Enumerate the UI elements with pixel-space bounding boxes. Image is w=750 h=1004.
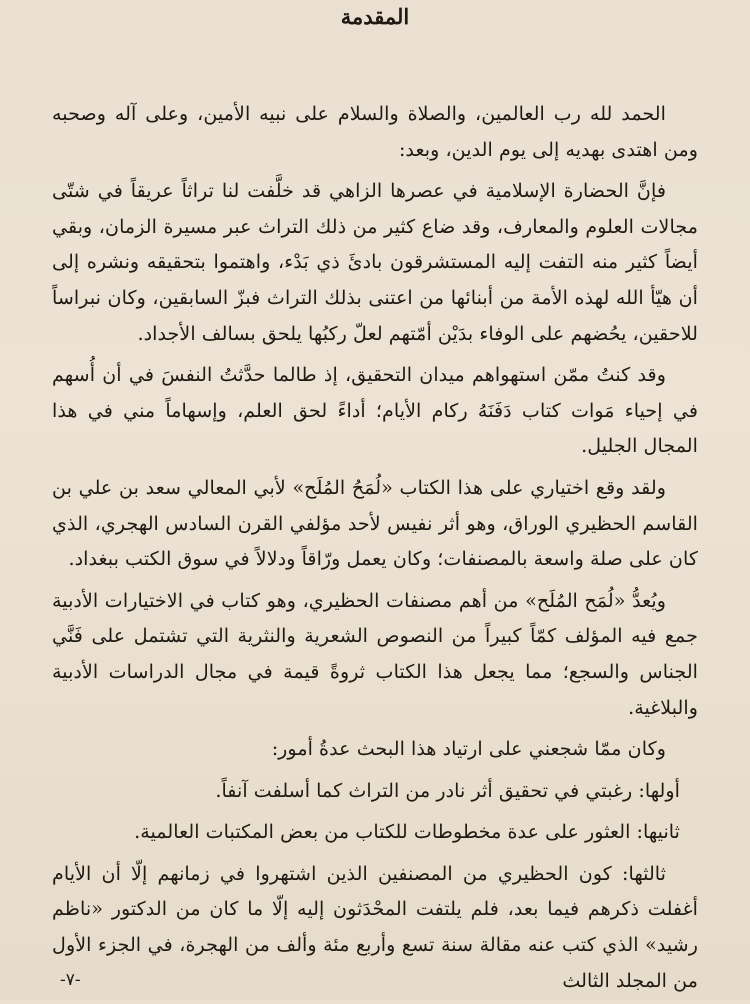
list-item-reason-3: ثالثها: كون الحظيري من المصنفين الذين اشتهروا في زمانهم إلّا أن الأيام أغفلت ذكرهم فيما بعد، فلم يلتفت المحْدَثون إليه إلّا ما كان من الدكتور «ناظم رشيد» الذي كتب عنه مقالة سنة تسع وأربع مئة وألف من الهجرة، في الجزء الأول من المجلد الثالث	[52, 861, 698, 992]
body-text	[52, 96, 698, 1004]
paragraph-intro: الحمد لله رب العالمين، والصلاة والسلام على نبيه الأمين، وعلى آله وصحبه ومن اهتدى بهديه إلى يوم الدين، وبعد:	[52, 102, 698, 161]
paragraph-book-choice: ولقد وقع اختياري على هذا الكتاب «لُمَحُ المُلَح» لأبي المعالي سعد بن علي بن القاسم الحظيري الوراق، وهو أثر نفيس لأحد مؤلفي القرن السادس الهجري، الذي كان على صلة واسعة بالمصنفات؛ وكان يعمل ورّاقاً ودلالاً في سوق الكتب ببغداد.	[52, 475, 698, 571]
list-item-reason-1: أولها: رغبتي في تحقيق أثر نادر من التراث كما أسلفت آنفاً.	[215, 778, 680, 802]
paragraph-book-value: ويُعدُّ «لُمَح المُلَح» من أهم مصنفات الحظيري، وهو كتاب في الاختيارات الأدبية جمع فيه المؤلف كمّاً كبيراً من النصوص الشعرية والنثرية التي تشتمل على فَنَّي الجناس والسجع؛ مما يجعل هذا الكتاب ثروةً قيمة في مجال الدراسات الأدبية والبلاغية.	[52, 588, 698, 719]
paragraph-heritage: فإنَّ الحضارة الإسلامية في عصرها الزاهي قد خلَّفت لنا تراثاً عريقاً في شتّى مجالات العلوم والمعارف، وقد ضاع كثير من ذلك التراث عبر مسيرة الزمان، وبقي أيضاً كثير منه التفت إليه المستشرقون بادئَ ذي بَدْء، واهتموا بتحقيقه ونشره إلى أن هيّأ الله لهذه الأمة من أبنائها من اعتنى بذلك التراث فبزّ السابقين، وكان نبراساً للاحقين، يحُضهم على الوفاء بدَيْن أمّتهم لعلّ ركبُها يلحق بسالف الأجداد.	[52, 179, 698, 345]
paragraph-motivation: وقد كنتُ ممّن استهواهم ميدان التحقيق، إذ طالما حدَّثتُ النفسَ في أن أُسهم في إحياء مَوات كتاب دَفَنَهُ ركام الأيام؛ أداءً لحق العلم، وإسهاماً مني في هذا المجال الجليل.	[52, 363, 698, 458]
list-item-reason-2: ثانيها: العثور على عدة مخطوطات للكتاب من بعض المكتبات العالمية.	[134, 820, 680, 844]
page-title: المقدمة	[340, 4, 410, 29]
paragraph-reasons-lead: وكان ممّا شجعني على ارتياد هذا البحث عدةُ أمور:	[271, 737, 666, 761]
page-number: -٧-	[60, 970, 81, 990]
